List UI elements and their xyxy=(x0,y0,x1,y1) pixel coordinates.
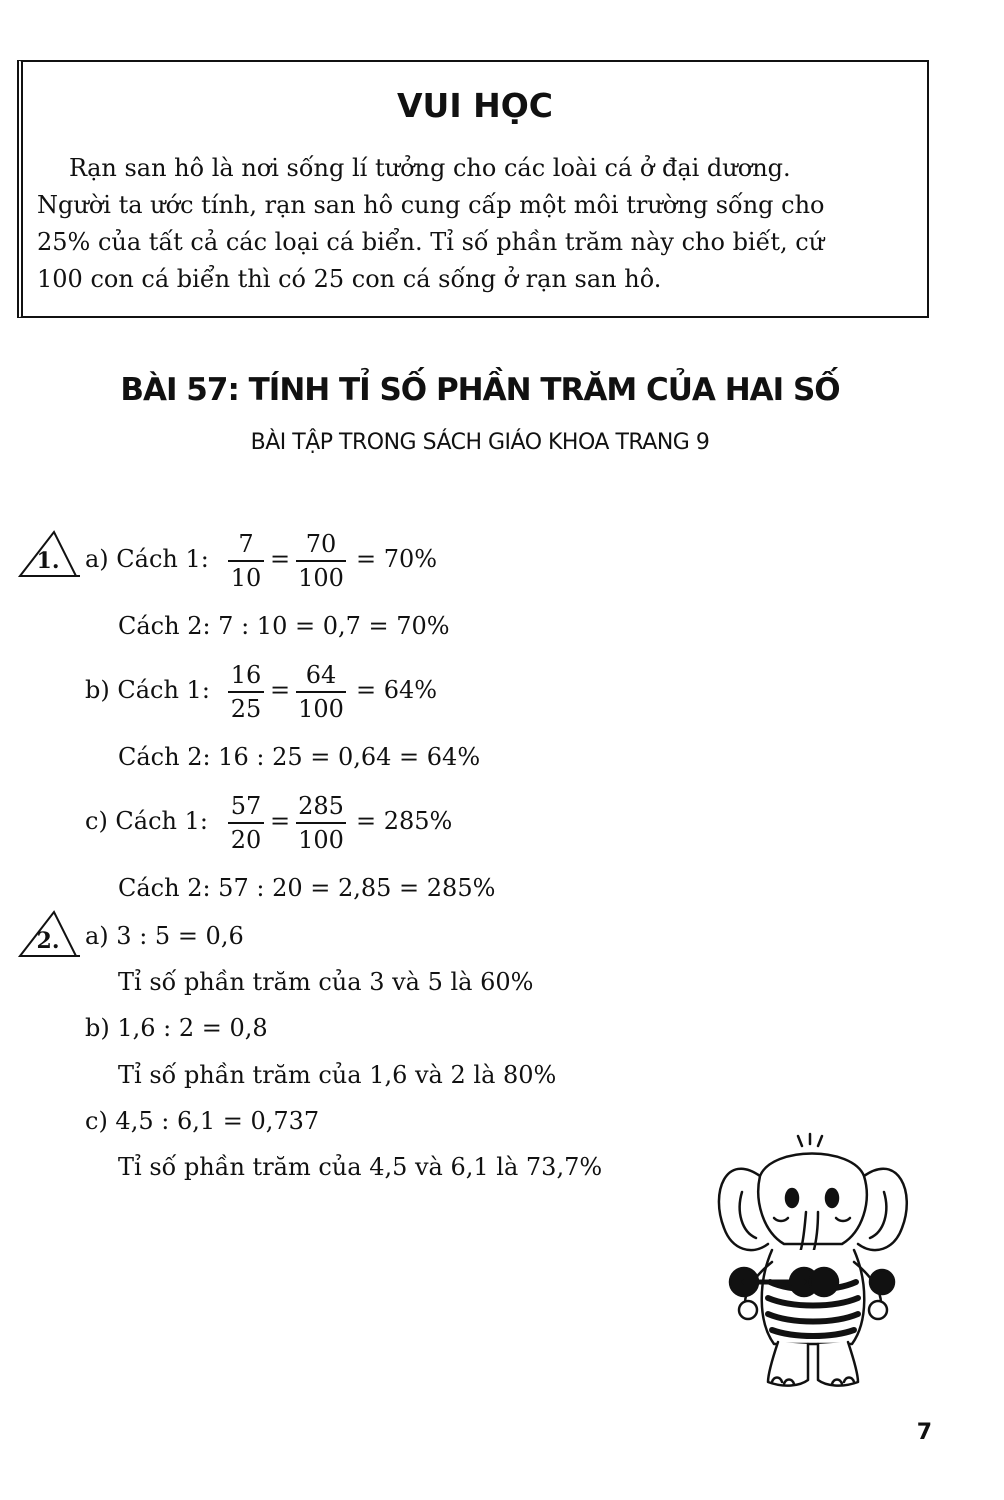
denominator: 100 xyxy=(298,826,344,854)
vui-hoc-text xyxy=(37,150,917,298)
ex1a-label: a) Cách 1: xyxy=(85,545,209,573)
ex1c-fraction-1 xyxy=(228,790,264,856)
elephant-illustration xyxy=(712,1132,922,1394)
ex1b-label: b) Cách 1: xyxy=(85,676,210,704)
ex1c-label: c) Cách 1: xyxy=(85,807,208,835)
ex2b-text: Tỉ số phần trăm của 1,6 và 2 là 80% xyxy=(118,1061,557,1089)
vui-hoc-line: 25% của tất cả các loại cá biển. Tỉ số phần trăm này cho biết, cứ xyxy=(37,228,825,256)
denominator: 25 xyxy=(230,695,262,723)
ex1b-fraction-2 xyxy=(296,659,346,725)
exercise-1-number: 1. xyxy=(36,548,60,574)
denominator: 100 xyxy=(298,564,344,592)
denominator: 20 xyxy=(230,826,262,854)
ex2c-text: Tỉ số phần trăm của 4,5 và 6,1 là 73,7% xyxy=(118,1153,603,1181)
vui-hoc-line: Rạn san hô là nơi sống lí tưởng cho các loài cá ở đại dương. xyxy=(69,154,791,182)
denominator: 100 xyxy=(298,695,344,723)
ex2b: b) 1,6 : 2 = 0,8 xyxy=(85,1014,268,1042)
ex1a-cach2: Cách 2: 7 : 10 = 0,7 = 70% xyxy=(118,612,450,640)
ex1a-fraction-2 xyxy=(296,528,346,594)
numerator: 285 xyxy=(298,792,344,820)
ex2a-text: Tỉ số phần trăm của 3 và 5 là 60% xyxy=(118,968,534,996)
ex1c-cach2: Cách 2: 57 : 20 = 2,85 = 285% xyxy=(118,874,496,902)
numerator: 70 xyxy=(305,530,337,558)
vui-hoc-box xyxy=(17,60,929,318)
lesson-subtitle: BÀI TẬP TRONG SÁCH GIÁO KHOA TRANG 9 xyxy=(250,430,710,455)
exercise-2-number: 2. xyxy=(36,928,60,954)
vui-hoc-line: 100 con cá biển thì có 25 con cá sống ở rạn san hô. xyxy=(37,265,662,293)
vui-hoc-title: VUI HỌC xyxy=(397,86,553,125)
equals-sign: = xyxy=(270,807,291,835)
ex1a-fraction-1 xyxy=(228,528,264,594)
ex1a-result: = 70% xyxy=(356,545,438,573)
exercise-1-marker xyxy=(16,530,80,578)
numerator: 64 xyxy=(305,661,337,689)
ex1c-result: = 285% xyxy=(356,807,453,835)
equals-sign: = xyxy=(270,545,291,573)
ex1c-fraction-2 xyxy=(296,790,346,856)
ex2a: a) 3 : 5 = 0,6 xyxy=(85,922,244,950)
ex2c: c) 4,5 : 6,1 = 0,737 xyxy=(85,1107,320,1135)
numerator: 7 xyxy=(238,530,254,558)
equals-sign: = xyxy=(270,676,291,704)
vui-hoc-line: Người ta ước tính, rạn san hô cung cấp một môi trường sống cho xyxy=(37,191,825,219)
ex1b-result: = 64% xyxy=(356,676,438,704)
numerator: 57 xyxy=(230,792,262,820)
page-number: 7 xyxy=(916,1420,932,1445)
numerator: 16 xyxy=(230,661,262,689)
lesson-title: BÀI 57: TÍNH TỈ SỐ PHẦN TRĂM CỦA HAI SỐ xyxy=(120,372,840,408)
ex1b-cach2: Cách 2: 16 : 25 = 0,64 = 64% xyxy=(118,743,481,771)
denominator: 10 xyxy=(230,564,262,592)
exercise-2-marker xyxy=(16,910,80,958)
ex1b-fraction-1 xyxy=(228,659,264,725)
